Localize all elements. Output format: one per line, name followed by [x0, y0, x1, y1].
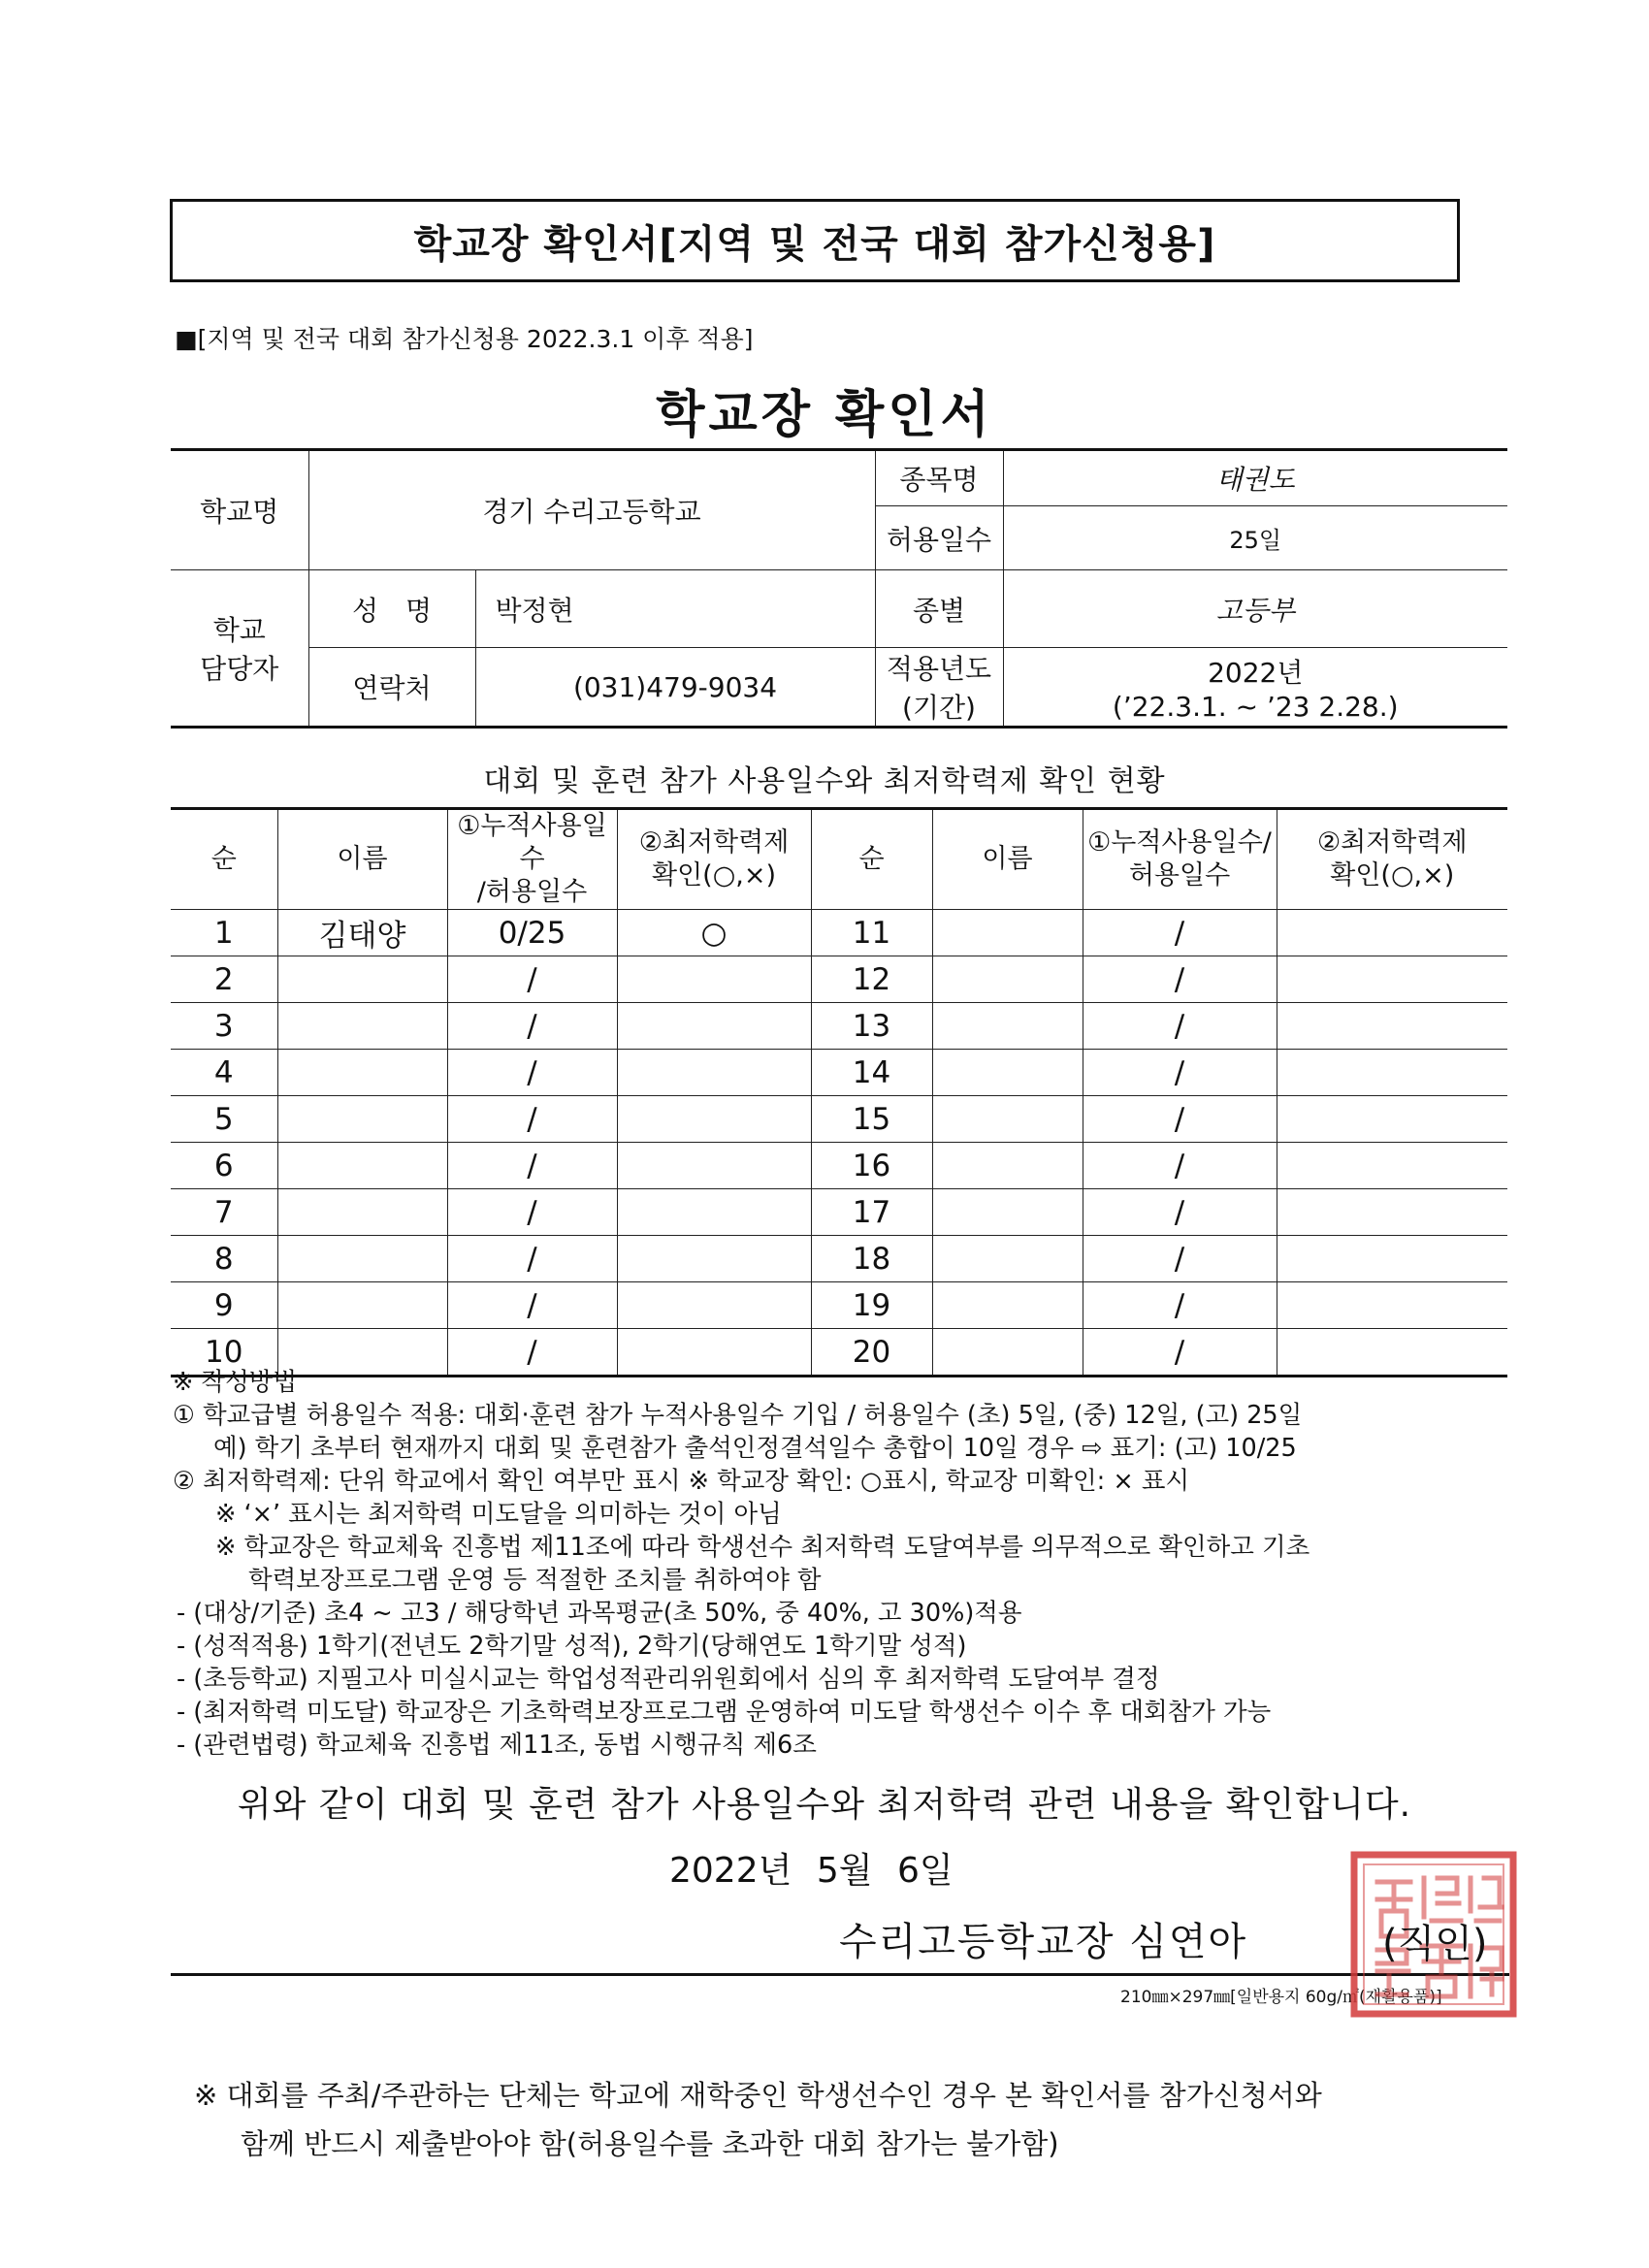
row-days: /: [1083, 956, 1277, 1003]
instruction-line: ※ ‘×’ 표시는 최저학력 미도달을 의미하는 것이 아님: [215, 1500, 782, 1529]
year-label-line1: 적용년도: [886, 653, 992, 685]
footer-note-line1: ※ 대회를 주최/주관하는 단체는 학교에 재학중인 학생선수인 경우 본 확인서를 참가신청서와: [194, 2079, 1322, 2112]
row-name: [277, 1143, 447, 1189]
row-name: [277, 1189, 447, 1236]
issue-date: 2022년 5월 6일: [669, 1851, 954, 1891]
row-check: [1277, 1096, 1507, 1143]
table-row: [171, 956, 1507, 1003]
col-check-right-line1: ②최저학력제: [1316, 827, 1468, 858]
row-name: [277, 1096, 447, 1143]
row-days: /: [447, 1143, 617, 1189]
instruction-line: - (성적적용) 1학기(전년도 2학기말 성적), 2학기(당해연도 1학기말 성적): [177, 1632, 967, 1661]
contact-person-label-line1: 학교: [212, 614, 266, 646]
row-name: [932, 1189, 1083, 1236]
row-days: /: [1083, 1003, 1277, 1050]
row-name: [932, 1050, 1083, 1096]
name-value: 박정현: [475, 570, 875, 648]
col-days-left: [447, 809, 617, 910]
seal-label: (직인): [1382, 1922, 1488, 1966]
row-check: [617, 1189, 811, 1236]
row-days: /: [447, 1050, 617, 1096]
row-check: [617, 1143, 811, 1189]
instruction-line: - (최저학력 미도달) 학교장은 기초학력보장프로그램 운영하여 미도달 학생선수 이수 후 대회참가 가능: [177, 1698, 1272, 1727]
row-days: /: [1083, 1050, 1277, 1096]
paper-spec: 210㎜×297㎜[일반용지 60g/㎡(재활용품)]: [1120, 1988, 1442, 2007]
row-check: [1277, 1282, 1507, 1329]
name-label: 성 명: [308, 570, 475, 648]
row-days: /: [447, 1282, 617, 1329]
row-no: 10: [171, 1329, 277, 1377]
row-no: 2: [171, 956, 277, 1003]
row-name: [932, 1096, 1083, 1143]
row-no: 7: [171, 1189, 277, 1236]
row-name: [932, 910, 1083, 956]
row-check: [1277, 1236, 1507, 1282]
instruction-line: - (관련법령) 학교체육 진흥법 제11조, 동법 시행규칙 제6조: [177, 1731, 817, 1760]
row-no: 19: [811, 1282, 932, 1329]
row-check: [1277, 1050, 1507, 1096]
instruction-line: 예) 학기 초부터 현재까지 대회 및 훈련참가 출석인정결석일수 총합이 10일 경우 ⇨ 표기: (고) 10/25: [213, 1434, 1297, 1463]
col-days-left-line1: ①누적사용일수: [457, 811, 607, 874]
table-row: [171, 1189, 1507, 1236]
col-check-right: [1277, 809, 1507, 910]
col-days-right-line2: 허용일수: [1128, 860, 1231, 891]
row-days: /: [447, 1003, 617, 1050]
table-row: [171, 1096, 1507, 1143]
table-row: [171, 1050, 1507, 1096]
row-check: [617, 1096, 811, 1143]
row-check: [617, 1282, 811, 1329]
row-name: 김태양: [277, 910, 447, 956]
year-value-period: (’22.3.1. ~ ’23 2.28.): [1112, 690, 1399, 723]
table-row: [171, 910, 1507, 956]
row-days: /: [1083, 910, 1277, 956]
row-no: 11: [811, 910, 932, 956]
principal-name: 수리고등학교장 심연아: [839, 1920, 1248, 1964]
col-check-left-line2: 확인(○,×): [652, 860, 776, 891]
instructions: [173, 1366, 1531, 1762]
row-check: [1277, 1189, 1507, 1236]
row-days: /: [447, 1236, 617, 1282]
school-info-table: [171, 448, 1507, 729]
row-name: [277, 956, 447, 1003]
row-no: 3: [171, 1003, 277, 1050]
row-check: [617, 1003, 811, 1050]
table-row: [171, 1236, 1507, 1282]
applicability-note: ■[지역 및 전국 대회 참가신청용 2022.3.1 이후 적용]: [175, 325, 754, 353]
row-no: 6: [171, 1143, 277, 1189]
row-no: 13: [811, 1003, 932, 1050]
year-label: [875, 648, 1003, 728]
confirmation-statement: 위와 같이 대회 및 훈련 참가 사용일수와 최저학력 관련 내용을 확인합니다.: [237, 1785, 1412, 1825]
divider: [171, 1973, 1509, 1976]
row-no: 15: [811, 1096, 932, 1143]
row-check: [1277, 956, 1507, 1003]
row-name: [277, 1282, 447, 1329]
row-name: [932, 956, 1083, 1003]
row-days: /: [1083, 1236, 1277, 1282]
col-days-right-line1: ①누적사용일수/: [1087, 827, 1272, 858]
phone-label: 연락처: [308, 648, 475, 728]
row-check: [617, 1050, 811, 1096]
row-days: /: [447, 1329, 617, 1377]
row-no: 17: [811, 1189, 932, 1236]
instruction-line: 학력보장프로그램 운영 등 적절한 조치를 취하여야 함: [248, 1566, 822, 1595]
col-no-right: 순: [811, 809, 932, 910]
category-label: 종별: [875, 570, 1003, 648]
contact-person-label: [171, 570, 308, 728]
col-no-left: 순: [171, 809, 277, 910]
col-name-left: 이름: [277, 809, 447, 910]
footer-note: [194, 2071, 1322, 2168]
row-days: /: [447, 956, 617, 1003]
row-no: 9: [171, 1282, 277, 1329]
row-no: 20: [811, 1329, 932, 1377]
row-days: /: [1083, 1189, 1277, 1236]
row-check: [1277, 1003, 1507, 1050]
col-check-left: [617, 809, 811, 910]
row-no: 8: [171, 1236, 277, 1282]
year-value: [1003, 648, 1507, 728]
category-value: 고등부: [1003, 570, 1507, 648]
contact-person-label-line2: 담당자: [200, 653, 279, 685]
row-check: [1277, 910, 1507, 956]
status-heading: 대회 및 훈련 참가 사용일수와 최저학력제 확인 현황: [483, 764, 1166, 798]
school-name-value: 경기 수리고등학교: [308, 450, 875, 570]
row-check: [617, 956, 811, 1003]
col-name-right: 이름: [932, 809, 1083, 910]
row-no: 16: [811, 1143, 932, 1189]
sport-label: 종목명: [875, 450, 1003, 506]
table-row: [171, 1143, 1507, 1189]
row-no: 4: [171, 1050, 277, 1096]
sport-value: 태권도: [1003, 450, 1507, 506]
row-name: [277, 1050, 447, 1096]
phone-value: (031)479-9034: [475, 648, 875, 728]
row-days: /: [1083, 1282, 1277, 1329]
row-days: /: [447, 1189, 617, 1236]
row-check: ○: [617, 910, 811, 956]
row-check: [617, 1236, 811, 1282]
school-name-label: 학교명: [171, 450, 308, 570]
row-no: 12: [811, 956, 932, 1003]
col-check-left-line1: ②최저학력제: [638, 827, 790, 858]
instructions-heading: ※ 작성방법: [173, 1368, 298, 1397]
row-no: 14: [811, 1050, 932, 1096]
row-name: [932, 1282, 1083, 1329]
row-no: 5: [171, 1096, 277, 1143]
col-days-left-line2: /허용일수: [476, 877, 588, 907]
allowed-days-label: 허용일수: [875, 506, 1003, 570]
row-days: /: [1083, 1329, 1277, 1377]
row-name: [277, 1236, 447, 1282]
col-days-right: [1083, 809, 1277, 910]
instruction-line: - (초등학교) 지필고사 미실시교는 학업성적관리위원회에서 심의 후 최저학력 도달여부 결정: [177, 1665, 1160, 1694]
row-days: /: [1083, 1096, 1277, 1143]
row-check: [1277, 1143, 1507, 1189]
row-days: 0/25: [447, 910, 617, 956]
instruction-line: ※ 학교장은 학교체육 진흥법 제11조에 따라 학생선수 최저학력 도달여부를 의무적으로 확인하고 기초: [215, 1533, 1310, 1562]
row-days: /: [447, 1096, 617, 1143]
row-name: [932, 1236, 1083, 1282]
row-name: [277, 1003, 447, 1050]
row-name: [932, 1143, 1083, 1189]
col-check-right-line2: 확인(○,×): [1330, 860, 1455, 891]
row-name: [932, 1003, 1083, 1050]
row-no: 1: [171, 910, 277, 956]
instruction-line: ① 학교급별 허용일수 적용: 대회·훈련 참가 누적사용일수 기입 / 허용일수 (초) 5일, (중) 12일, (고) 25일: [173, 1401, 1303, 1430]
form-title: 학교장 확인서: [656, 386, 993, 444]
year-value-line1: 2022년: [1208, 656, 1304, 689]
instruction-line: ② 최저학력제: 단위 학교에서 확인 여부만 표시 ※ 학교장 확인: ○표시, 학교장 미확인: × 표시: [173, 1467, 1190, 1496]
footer-note-line2: 함께 반드시 제출받아야 함(허용일수를 초과한 대회 참가는 불가함): [241, 2127, 1059, 2160]
status-table: [171, 807, 1507, 1377]
allowed-days-value: 25일: [1003, 506, 1507, 570]
table-row: [171, 1282, 1507, 1329]
row-no: 18: [811, 1236, 932, 1282]
year-label-line2: (기간): [902, 692, 976, 724]
row-days: /: [1083, 1143, 1277, 1189]
table-row: [171, 1003, 1507, 1050]
instruction-line: - (대상/기준) 초4 ~ 고3 / 해당학년 과목평균(초 50%, 중 40%, 고 30%)적용: [177, 1599, 1022, 1628]
document-header-title: 학교장 확인서[지역 및 전국 대회 참가신청용]: [170, 199, 1460, 282]
